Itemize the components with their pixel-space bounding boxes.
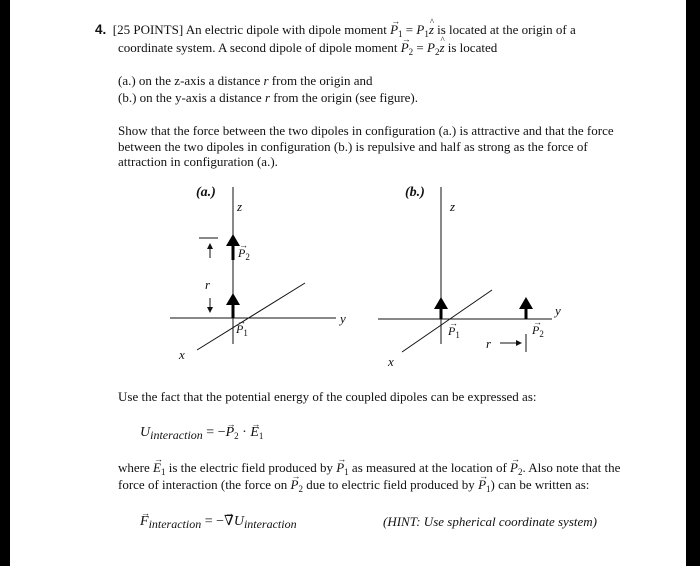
problem-line-1: 4. [25 POINTS] An electric dipole with dipole moment → $P_1$ = $P_1\^{}$ z is located at the origin of a [95,22,576,42]
fig-a-label: (a.) [196,185,216,200]
fig-a-y-label: y [340,311,346,326]
fig-a-p1-label: → $P_1$ [236,322,248,341]
fig-b-r-label: r [486,336,492,351]
show-line-3: attraction in configuration (a.). [118,154,278,169]
fig-b-p2-label: → $P_2$ [532,323,544,342]
case-b-text: (b.) on the y-axis a distance r from the origin (see figure). [118,90,419,105]
case-a-text: (a.) on the z-axis a distance r from the origin and [118,73,373,88]
fig-b-p1-label: → $P_1$ [448,324,460,343]
fig-b-label: (b.) [405,185,425,200]
show-line-2: between the two dipoles in configuration (b.) is repulsive and half as strong as the force of [118,139,588,154]
fig-b-p1-arrow-head [434,297,448,309]
equation-force: → Finteraction = −→ ∇Uinteraction [140,514,297,532]
fig-a-x-label: x [179,347,185,362]
hint-text: (HINT: Use spherical coordinate system) [383,514,597,529]
equation-potential-energy: Uinteraction = −→ $P_2$ · → $E_1$ [140,425,263,444]
fig-a-p1-arrow-head [226,293,240,305]
fig-a-p2-arrow-head [226,234,240,246]
figure-b [378,187,552,352]
fig-b-p2-arrow-head [519,297,533,309]
fig-b-y-label: y [555,303,561,318]
unit-z-hat: ^ z [429,22,434,37]
fig-a-z-label: z [237,199,243,214]
where-line-1: where → $E_1$ is the electric field produced by → $P_1$ as measured at the location of → $P_2$. Also note that the [118,460,620,480]
show-line-1: Show that the force between the two dipoles in configuration (a.) is attractive and that the force [118,123,614,138]
fig-a-x-axis [197,283,305,350]
use-fact-text: Use the fact that the potential energy of the coupled dipoles can be expressed as: [118,389,537,404]
problem-points: [25 POINTS] [112,22,184,37]
fig-b-z-label: z [450,199,456,214]
where-line-2: force of interaction (the force on → $P_2$ due to electric field produced by → $P_1$) can be written as: [118,477,589,497]
problem-number: 4. [95,22,107,37]
fig-b-x-label: x [388,354,394,369]
fig-a-r-label: r [205,277,211,292]
fig-a-p2-label: → $P_2$ [238,246,250,265]
fig-b-x-axis [402,290,492,352]
figure-a [170,187,336,350]
vector-P1: → P [390,22,398,37]
problem-line-2: coordinate system. A second dipole of dipole moment → $P_2$ = $P_2\^{}$ z is located [118,40,497,60]
vector-P2: → P [401,40,409,55]
